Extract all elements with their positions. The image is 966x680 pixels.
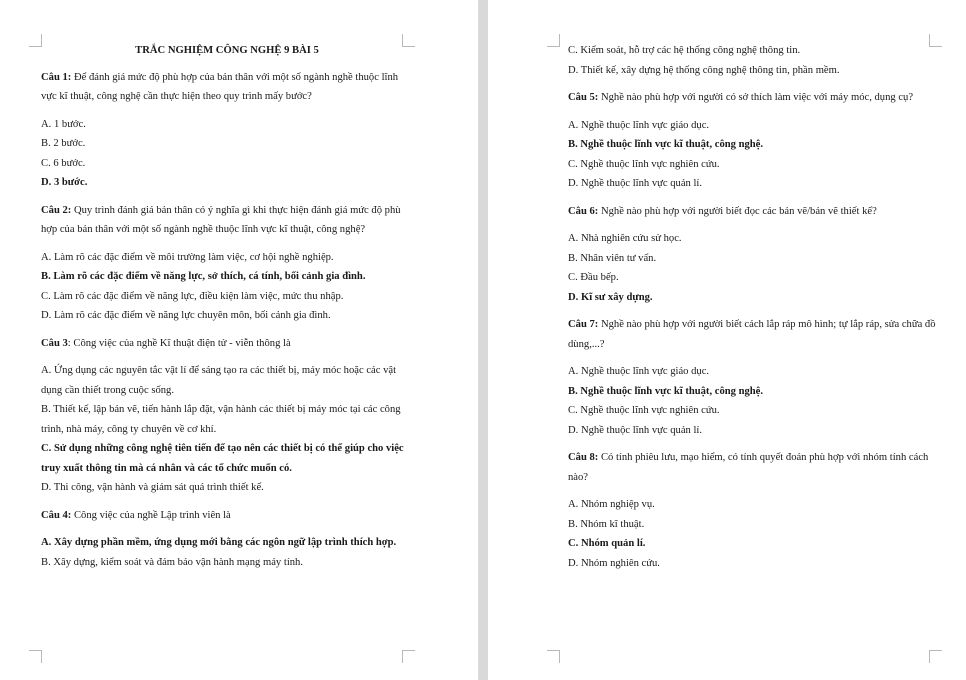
- question-4: [41, 506, 413, 573]
- document-page-right[interactable]: [488, 0, 966, 680]
- option-a: A. Nhà nghiên cứu sử học.: [568, 233, 682, 244]
- option-b-correct: B. Làm rõ các đặc điểm về năng lực, sở thích, cá tính, bối cảnh gia đình.: [41, 271, 366, 282]
- question-text: Nghề nào phù hợp với người có sở thích làm việc với máy móc, dụng cụ?: [598, 92, 914, 103]
- option-c: C. Làm rõ các đặc điểm về năng lực, điều kiện làm việc, mức thu nhập.: [41, 290, 344, 302]
- option-c: C. Nghề thuộc lĩnh vực nghiên cứu.: [568, 405, 720, 416]
- option-c-correct: C. Sử dụng những công nghệ tiên tiến để tạo nên các thiết bị có thể giúp cho việc truy xuất thông tin mà cá nhân và các tổ chức muốn có.: [41, 443, 404, 474]
- question-stem: [41, 68, 413, 107]
- option-b: B. 2 bước.: [41, 138, 86, 149]
- question-number: Câu 5:: [568, 92, 599, 103]
- option-a: A. Làm rõ các đặc điểm về môi trường làm việc, cơ hội nghề nghiệp.: [41, 251, 334, 263]
- question-number: Câu 3: [41, 337, 68, 349]
- corner-mark-bottom-right: [402, 650, 415, 663]
- document-page-left[interactable]: [0, 0, 478, 680]
- question-number: Câu 2:: [41, 204, 72, 216]
- page-text-right[interactable]: [568, 41, 940, 581]
- option-b: B. Nhân viên tư vấn.: [568, 252, 657, 264]
- question-stem: [41, 334, 413, 354]
- question-text: Công việc của nghề Lập trình viên là: [71, 509, 231, 521]
- option-c: C. Kiểm soát, hỗ trợ các hệ thống công nghệ thông tin.: [568, 45, 801, 56]
- question-8: [568, 448, 940, 573]
- question-4-continued: [568, 41, 940, 80]
- question-text: Để đánh giá mức độ phù hợp của bản thân với một số ngành nghề thuộc lĩnh vực kĩ thuật, công nghệ cần thực hiện theo quy trình mấy bước?: [41, 71, 399, 102]
- option-c: C. Đầu bếp.: [568, 272, 619, 283]
- question-6: [568, 202, 940, 308]
- option-b-correct: B. Nghề thuộc lĩnh vực kĩ thuật, công nghệ.: [568, 385, 764, 397]
- option-d-correct: D. Kĩ sư xây dựng.: [568, 291, 653, 303]
- option-b: B. Xây dựng, kiểm soát và đảm bảo vận hành mạng máy tính.: [41, 556, 303, 568]
- question-3: [41, 334, 413, 498]
- question-stem: [568, 315, 940, 354]
- option-b: B. Nhóm kĩ thuật.: [568, 518, 645, 530]
- question-text: Nghề nào phù hợp với người biết cách lắp ráp mô hình; tự lắp ráp, sửa chữa đồ dùng,...?: [568, 319, 936, 350]
- question-number: Câu 7:: [568, 319, 599, 330]
- question-stem: [568, 448, 940, 487]
- option-a-correct: A. Xây dựng phần mềm, ứng dụng mới bằng các ngôn ngữ lập trình thích hợp.: [41, 537, 397, 548]
- option-a: A. Nhóm nghiệp vụ.: [568, 499, 655, 510]
- option-a: A. Nghề thuộc lĩnh vực giáo dục.: [568, 366, 710, 377]
- question-2: [41, 201, 413, 326]
- question-stem: [568, 88, 940, 108]
- corner-mark-bottom-left: [547, 650, 560, 663]
- option-d: D. Nghề thuộc lĩnh vực quản lí.: [568, 178, 703, 189]
- option-a: A. 1 bước.: [41, 118, 86, 130]
- option-d: D. Nghề thuộc lĩnh vực quản lí.: [568, 424, 703, 436]
- option-c: C. 6 bước.: [41, 157, 86, 169]
- question-text: Nghề nào phù hợp với người biết đọc các bản vẽ/bản vẽ thiết kế?: [598, 205, 877, 217]
- option-a: A. Nghề thuộc lĩnh vực giáo dục.: [568, 119, 710, 131]
- option-d-correct: D. 3 bước.: [41, 177, 88, 188]
- question-number: Câu 8:: [568, 452, 599, 463]
- page-gutter: [478, 0, 488, 680]
- option-c: C. Nghề thuộc lĩnh vực nghiên cứu.: [568, 158, 720, 170]
- document-title: TRẮC NGHIỆM CÔNG NGHỆ 9 BÀI 5: [135, 45, 319, 56]
- question-stem: [41, 201, 413, 240]
- question-text: Có tính phiêu lưu, mạo hiểm, có tính quyết đoán phù hợp với nhóm tính cách nào?: [568, 452, 929, 483]
- corner-mark-top-left: [547, 34, 560, 47]
- question-number: Câu 1:: [41, 71, 72, 83]
- option-b-correct: B. Nghề thuộc lĩnh vực kĩ thuật, công nghệ.: [568, 139, 764, 150]
- page-text-left[interactable]: [41, 41, 413, 580]
- question-5: [568, 88, 940, 194]
- corner-mark-bottom-left: [29, 650, 42, 663]
- option-b: B. Thiết kế, lập bản vẽ, tiến hành lắp đặt, vận hành các thiết bị máy móc tại các công trình, nhà máy, công ty chuyên về cơ khí.: [41, 404, 401, 435]
- corner-mark-bottom-right: [929, 650, 942, 663]
- question-7: [568, 315, 940, 440]
- question-text: Quy trình đánh giá bản thân có ý nghĩa gì khi thực hiện đánh giá mức độ phù hợp của bản thân với một số ngành nghề thuộc lĩnh vực kĩ thuật, công nghệ?: [41, 204, 401, 235]
- option-d: D. Thi công, vận hành và giám sát quá trình thiết kế.: [41, 482, 264, 493]
- option-a: A. Ứng dụng các nguyên tắc vật lí để sáng tạo ra các thiết bị, máy móc hoặc các vật dụng cần thiết trong cuộc sống.: [41, 365, 397, 396]
- question-text: : Công việc của nghề Kĩ thuật điện tử - viễn thông là: [67, 337, 291, 349]
- question-1: [41, 68, 413, 193]
- question-number: Câu 4:: [41, 509, 72, 521]
- option-d: D. Nhóm nghiên cứu.: [568, 557, 660, 569]
- option-d: D. Thiết kế, xây dựng hệ thống công nghệ thông tin, phần mềm.: [568, 64, 840, 76]
- question-number: Câu 6:: [568, 205, 599, 217]
- question-stem: [41, 506, 413, 526]
- option-c-correct: C. Nhóm quản lí.: [568, 538, 646, 549]
- question-stem: [568, 202, 940, 222]
- option-d: D. Làm rõ các đặc điểm về năng lực chuyên môn, bối cảnh gia đình.: [41, 310, 331, 321]
